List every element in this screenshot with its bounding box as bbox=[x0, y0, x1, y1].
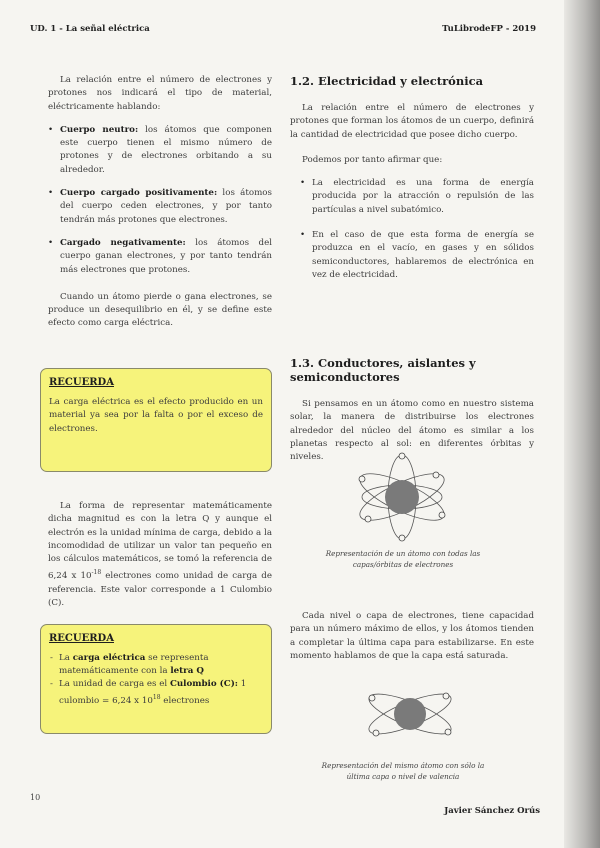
left-column-top bbox=[48, 74, 272, 331]
right-column-top bbox=[290, 74, 534, 282]
page-number: 10 bbox=[30, 793, 41, 802]
charge-paragraph: Cuando un átomo pierde o gana electrones, se produce un desequilibrio en él, y se define este efecto como carga eléctrica. bbox=[48, 291, 272, 329]
paragraph: La relación entre el número de electrones y protones que forman los átomos de un cuerpo, definirá la cantidad de electricidad que posee dicho cuerpo. bbox=[290, 103, 534, 140]
section-heading-1-2: 1.2. Electricidad y electrónica bbox=[290, 74, 484, 88]
right-column-bottom bbox=[290, 610, 534, 663]
note-list bbox=[49, 652, 263, 708]
list-item: • La electricidad es una forma de energía producida por la atracción o repulsión de las partículas a nivel subatómico. bbox=[300, 177, 534, 217]
paragraph: Cada nivel o capa de electrones, tiene capacidad para un número máximo de ellos, y los átomos tienden a completar la última capa para estabilizarse. En este momento hablamos de que la capa está saturada. bbox=[290, 611, 534, 661]
paragraph: Podemos por tanto afirmar que: bbox=[302, 154, 443, 165]
atom-caption-2: Representación del mismo átomo con sólo la última capa o nivel de valencia bbox=[321, 761, 485, 781]
electricity-list bbox=[290, 177, 534, 282]
list-item: - La unidad de carga es el Culombio (C): 1 culombio = 6,24 x $10^{18}$ electrones bbox=[49, 678, 263, 708]
list-item: • Cuerpo neutro: los átomos que componen este cuerpo tienen el mismo número de protones y de electrones orbitando a su alrededor. bbox=[48, 124, 272, 177]
atom-valence-illustration bbox=[362, 676, 458, 752]
header-right: TuLibrodeFP - 2019 bbox=[442, 24, 536, 34]
atom-caption-1: Representación de un átomo con todas las capas/órbitas de electrones bbox=[325, 549, 481, 569]
author-name: Javier Sánchez Orús bbox=[444, 806, 540, 816]
list-item: • Cuerpo cargado positivamente: los átomos del cuerpo ceden electrones, y por tanto tendrán más protones que electrones. bbox=[48, 187, 272, 227]
note-title: RECUERDA bbox=[49, 633, 114, 644]
list-item: • Cargado negativamente: los átomos del cuerpo ganan electrones, y por tanto tendrán más electrones que protones. bbox=[48, 237, 272, 277]
magnitude-paragraph: La forma de representar matemáticamente dicha magnitud es con la letra Q y aunque el electrón es la unidad mínima de carga, debido a la incomodidad de utilizar un valor tan pequeño en los cálculos matemáticos, se tomó la referencia de 6,24 x $10^{-18}$ electrones como unidad de carga de referencia. Este valor corresponde a 1 Culombio (C). bbox=[48, 501, 272, 608]
section-heading-1-3: 1.3. Conductores, aislantes y semiconductores bbox=[290, 356, 476, 384]
recuerda-box-2 bbox=[40, 624, 272, 734]
list-item: • En el caso de que esta forma de energía se produzca en el vacío, en gases y en sólidos semiconductores, hablaremos de electrónica en vez de electricidad. bbox=[300, 229, 534, 282]
header-left: UD. 1 - La señal eléctrica bbox=[30, 24, 150, 34]
paragraph: Si pensamos en un átomo como en nuestro sistema solar, la manera de distribuirse los electrones alrededor del núcleo del átomo es similar a los planetas respecto al sol: en diferentes órbitas y niveles. bbox=[290, 399, 534, 463]
note-text: La carga eléctrica es el efecto producido en un material ya sea por la falta o por el exceso de electrones. bbox=[49, 397, 263, 434]
note-title: RECUERDA bbox=[49, 377, 114, 388]
right-column-mid bbox=[290, 356, 534, 464]
atom-full-orbits-illustration bbox=[352, 451, 452, 543]
list-item: - La carga eléctrica se representa matemáticamente con la letra Q bbox=[49, 652, 263, 678]
intro-paragraph: La relación entre el número de electrones y protones nos indicará el tipo de material, eléctricamente hablando: bbox=[48, 75, 272, 112]
page-edge-shadow bbox=[564, 0, 600, 848]
left-column-bottom bbox=[48, 500, 272, 610]
recuerda-box-1 bbox=[40, 368, 272, 472]
body-type-list bbox=[48, 124, 272, 277]
